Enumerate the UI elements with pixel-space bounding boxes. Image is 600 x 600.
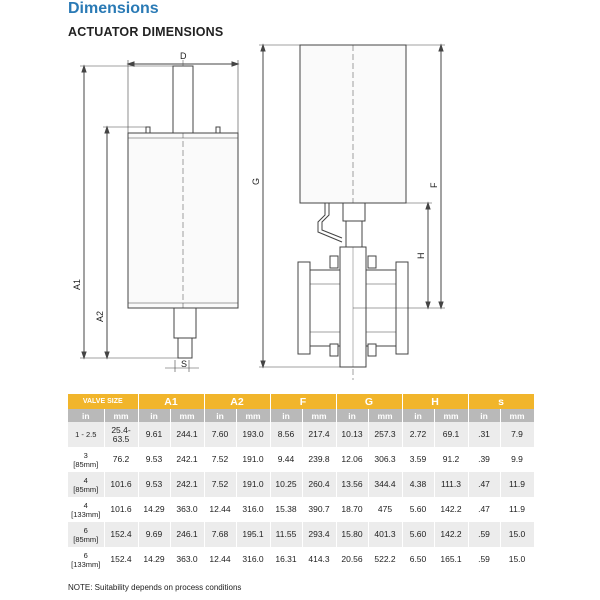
- table-cell: 316.0: [236, 497, 270, 522]
- header-s: s: [468, 394, 534, 409]
- table-cell: 12.06: [336, 447, 368, 472]
- table-cell: 414.3: [302, 547, 336, 572]
- table-cell: 7.68: [204, 522, 236, 547]
- table-cell: 11.9: [500, 497, 534, 522]
- table-cell: .31: [468, 422, 500, 447]
- valve-size-in: 6 [133mm]: [68, 547, 104, 572]
- bottom-shaft: [174, 308, 196, 338]
- footnote: NOTE: Suitability depends on process conditions: [68, 583, 242, 592]
- unit-header: in: [468, 409, 500, 422]
- section-subtitle: ACTUATOR DIMENSIONS: [68, 25, 224, 39]
- table-cell: 14.29: [138, 497, 170, 522]
- table-cell: 10.13: [336, 422, 368, 447]
- table-cell: 260.4: [302, 472, 336, 497]
- table-cell: 20.56: [336, 547, 368, 572]
- label-f: F: [429, 182, 439, 188]
- table-cell: 13.56: [336, 472, 368, 497]
- table-cell: 390.7: [302, 497, 336, 522]
- table-cell: 2.72: [402, 422, 434, 447]
- table-cell: 9.69: [138, 522, 170, 547]
- page-title: Dimensions: [68, 0, 159, 17]
- unit-header: mm: [104, 409, 138, 422]
- table-cell: 8.56: [270, 422, 302, 447]
- table-cell: .39: [468, 447, 500, 472]
- table-cell: 9.61: [138, 422, 170, 447]
- unit-header: in: [336, 409, 368, 422]
- unit-header: mm: [434, 409, 468, 422]
- valve-size-in: 3 [85mm]: [68, 447, 104, 472]
- valve-size-mm: 101.6: [104, 472, 138, 497]
- header-a2: A2: [204, 394, 270, 409]
- table-cell: 12.44: [204, 497, 236, 522]
- table-cell: 3.59: [402, 447, 434, 472]
- table-cell: 15.38: [270, 497, 302, 522]
- top-shaft: [173, 66, 193, 133]
- table-cell: 246.1: [170, 522, 204, 547]
- table-cell: 16.31: [270, 547, 302, 572]
- valve-size-in: 1 - 2.5: [68, 422, 104, 447]
- table-cell: .59: [468, 522, 500, 547]
- table-cell: 344.4: [368, 472, 402, 497]
- table-cell: 191.0: [236, 447, 270, 472]
- header-h: H: [402, 394, 468, 409]
- table-cell: 15.0: [500, 547, 534, 572]
- valve-size-mm: 152.4: [104, 547, 138, 572]
- table-cell: .47: [468, 497, 500, 522]
- table-row: [68, 472, 534, 497]
- table-cell: 7.60: [204, 422, 236, 447]
- table-cell: 9.53: [138, 472, 170, 497]
- table-cell: 11.9: [500, 472, 534, 497]
- table-row: [68, 497, 534, 522]
- table-cell: 5.60: [402, 522, 434, 547]
- label-g: G: [251, 177, 261, 185]
- table-cell: 239.8: [302, 447, 336, 472]
- dimensions-table: [68, 394, 535, 572]
- unit-header: mm: [302, 409, 336, 422]
- unit-header: mm: [368, 409, 402, 422]
- valve-size-mm: 76.2: [104, 447, 138, 472]
- header-valve-size: VALVE SIZE: [68, 394, 138, 409]
- table-cell: 244.1: [170, 422, 204, 447]
- header-f: F: [270, 394, 336, 409]
- table-cell: 293.4: [302, 522, 336, 547]
- table-cell: 9.9: [500, 447, 534, 472]
- table-cell: 363.0: [170, 547, 204, 572]
- table-row: [68, 422, 534, 447]
- table-row: [68, 547, 534, 572]
- table-cell: 193.0: [236, 422, 270, 447]
- table-cell: 475: [368, 497, 402, 522]
- table-cell: 4.38: [402, 472, 434, 497]
- table-cell: 10.25: [270, 472, 302, 497]
- table-cell: 142.2: [434, 497, 468, 522]
- table-cell: 257.3: [368, 422, 402, 447]
- table-cell: 15.80: [336, 522, 368, 547]
- table-cell: 401.3: [368, 522, 402, 547]
- table-cell: .47: [468, 472, 500, 497]
- table-cell: 5.60: [402, 497, 434, 522]
- table-cell: 316.0: [236, 547, 270, 572]
- table-cell: 195.1: [236, 522, 270, 547]
- table-cell: 18.70: [336, 497, 368, 522]
- table-cell: 14.29: [138, 547, 170, 572]
- header-g: G: [336, 394, 402, 409]
- table-cell: 12.44: [204, 547, 236, 572]
- table-cell: 7.52: [204, 472, 236, 497]
- table-cell: 11.55: [270, 522, 302, 547]
- table-cell: 522.2: [368, 547, 402, 572]
- table-cell: 165.1: [434, 547, 468, 572]
- table-cell: 306.3: [368, 447, 402, 472]
- unit-header: in: [204, 409, 236, 422]
- valve-size-mm: 101.6: [104, 497, 138, 522]
- table-cell: .59: [468, 547, 500, 572]
- table-cell: 191.0: [236, 472, 270, 497]
- label-a1: A1: [72, 278, 82, 290]
- unit-header: mm: [500, 409, 534, 422]
- left-flange: [298, 262, 310, 354]
- header-a1: A1: [138, 394, 204, 409]
- table-cell: 242.1: [170, 447, 204, 472]
- table-cell: 15.0: [500, 522, 534, 547]
- table-cell: 91.2: [434, 447, 468, 472]
- valve-size-in: 4 [85mm]: [68, 472, 104, 497]
- table-cell: 6.50: [402, 547, 434, 572]
- valve-size-in: 4 [133mm]: [68, 497, 104, 522]
- unit-header: in: [138, 409, 170, 422]
- valve-size-mm: 152.4: [104, 522, 138, 547]
- label-s: S: [181, 359, 188, 369]
- unit-header: in: [270, 409, 302, 422]
- table-cell: 9.44: [270, 447, 302, 472]
- table-cell: 217.4: [302, 422, 336, 447]
- unit-header: in: [68, 409, 104, 422]
- table-cell: 242.1: [170, 472, 204, 497]
- table-row: [68, 522, 534, 547]
- label-a2: A2: [95, 310, 105, 322]
- label-h: H: [416, 252, 426, 259]
- table-cell: 7.52: [204, 447, 236, 472]
- label-d: D: [180, 51, 187, 61]
- table-cell: 69.1: [434, 422, 468, 447]
- valve-size-in: 6 [85mm]: [68, 522, 104, 547]
- valve-size-mm: 25.4- 63.5: [104, 422, 138, 447]
- unit-header: mm: [170, 409, 204, 422]
- table-cell: 142.2: [434, 522, 468, 547]
- unit-header: mm: [236, 409, 270, 422]
- table-cell: 9.53: [138, 447, 170, 472]
- table-cell: 7.9: [500, 422, 534, 447]
- table-row: [68, 447, 534, 472]
- unit-header: in: [402, 409, 434, 422]
- table-cell: 363.0: [170, 497, 204, 522]
- table-cell: 111.3: [434, 472, 468, 497]
